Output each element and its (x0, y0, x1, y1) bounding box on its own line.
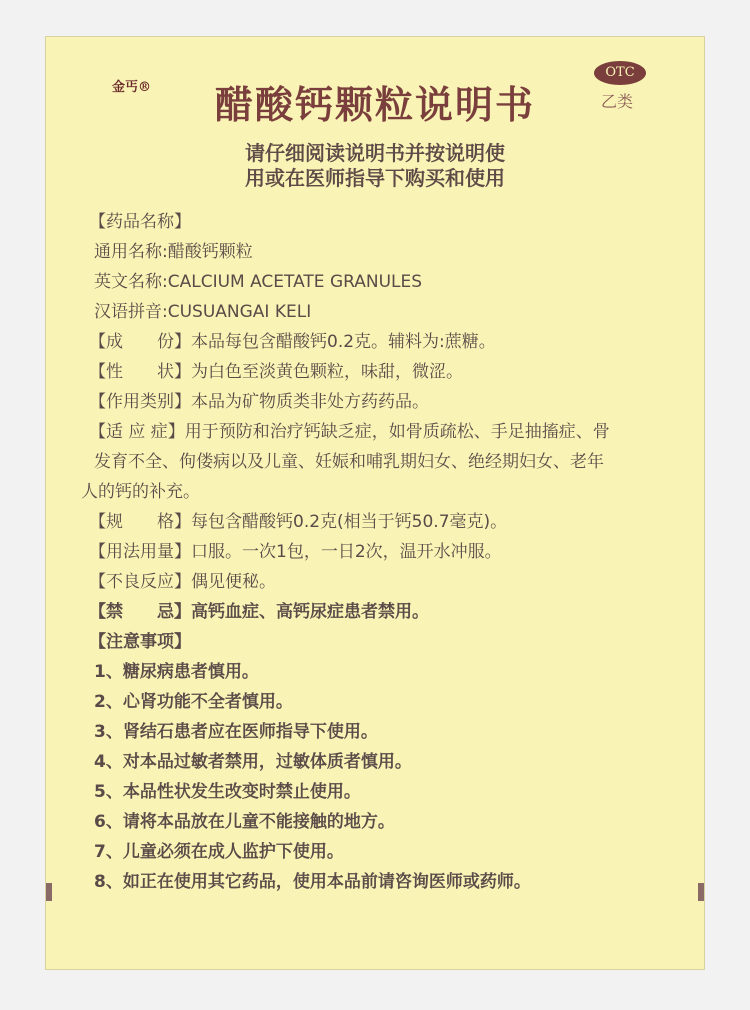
dosage: 【用法用量】口服。一次1包，一日2次，温开水冲服。 (89, 542, 502, 562)
composition: 【成 份】本品每包含醋酸钙0.2克。辅料为:蔗糖。 (89, 332, 496, 352)
caution-item: 7、儿童必须在成人监护下使用。 (94, 842, 344, 862)
notice-line-2: 用或在医师指导下购买和使用 (245, 166, 505, 190)
leaflet-sheet (45, 36, 705, 970)
caution-item: 4、对本品过敏者禁用，过敏体质者慎用。 (94, 752, 412, 772)
indication-line-1: 【适 应 症】用于预防和治疗钙缺乏症，如骨质疏松、手足抽搐症、骨 (89, 422, 610, 442)
indication-line-2: 发育不全、佝偻病以及儿童、妊娠和哺乳期妇女、绝经期妇女、老年 (94, 452, 604, 472)
caution-item: 5、本品性状发生改变时禁止使用。 (94, 782, 361, 802)
notice-line-1: 请仔细阅读说明书并按说明使 (245, 141, 505, 165)
caution-item: 8、如正在使用其它药品，使用本品前请咨询医师或药师。 (94, 872, 531, 892)
english-name: 英文名称:CALCIUM ACETATE GRANULES (94, 272, 423, 292)
category: 【作用类别】本品为矿物质类非处方药药品。 (89, 392, 429, 412)
appearance: 【性 状】为白色至淡黄色颗粒，味甜，微涩。 (89, 362, 463, 382)
specification: 【规 格】每包含醋酸钙0.2克(相当于钙50.7毫克)。 (89, 512, 508, 532)
leaflet-body (81, 207, 689, 897)
otc-badge: OTC (594, 61, 646, 85)
caution-item: 1、糖尿病患者慎用。 (94, 662, 259, 682)
reading-notice (46, 141, 704, 191)
otc-class-label: 乙类 (601, 92, 634, 111)
caution-item: 3、肾结石患者应在医师指导下使用。 (94, 722, 378, 742)
right-fold-mark (698, 883, 704, 901)
indication-line-3: 人的钙的补充。 (81, 482, 200, 502)
contraindications: 【禁 忌】高钙血症、高钙尿症患者禁用。 (89, 602, 429, 622)
section-name-header: 【药品名称】 (89, 212, 191, 232)
page-title: 醋酸钙颗粒说明书 (214, 83, 535, 127)
caution-item: 2、心肾功能不全者慎用。 (94, 692, 293, 712)
left-fold-mark (46, 883, 52, 901)
generic-name: 通用名称:醋酸钙颗粒 (94, 242, 253, 262)
cautions-header: 【注意事项】 (89, 632, 191, 652)
caution-item: 6、请将本品放在儿童不能接触的地方。 (94, 812, 395, 832)
brand-logo: 金丐® (112, 80, 152, 95)
pinyin-name: 汉语拼音:CUSUANGAI KELI (94, 302, 312, 322)
adverse-reactions: 【不良反应】偶见便秘。 (89, 572, 276, 592)
